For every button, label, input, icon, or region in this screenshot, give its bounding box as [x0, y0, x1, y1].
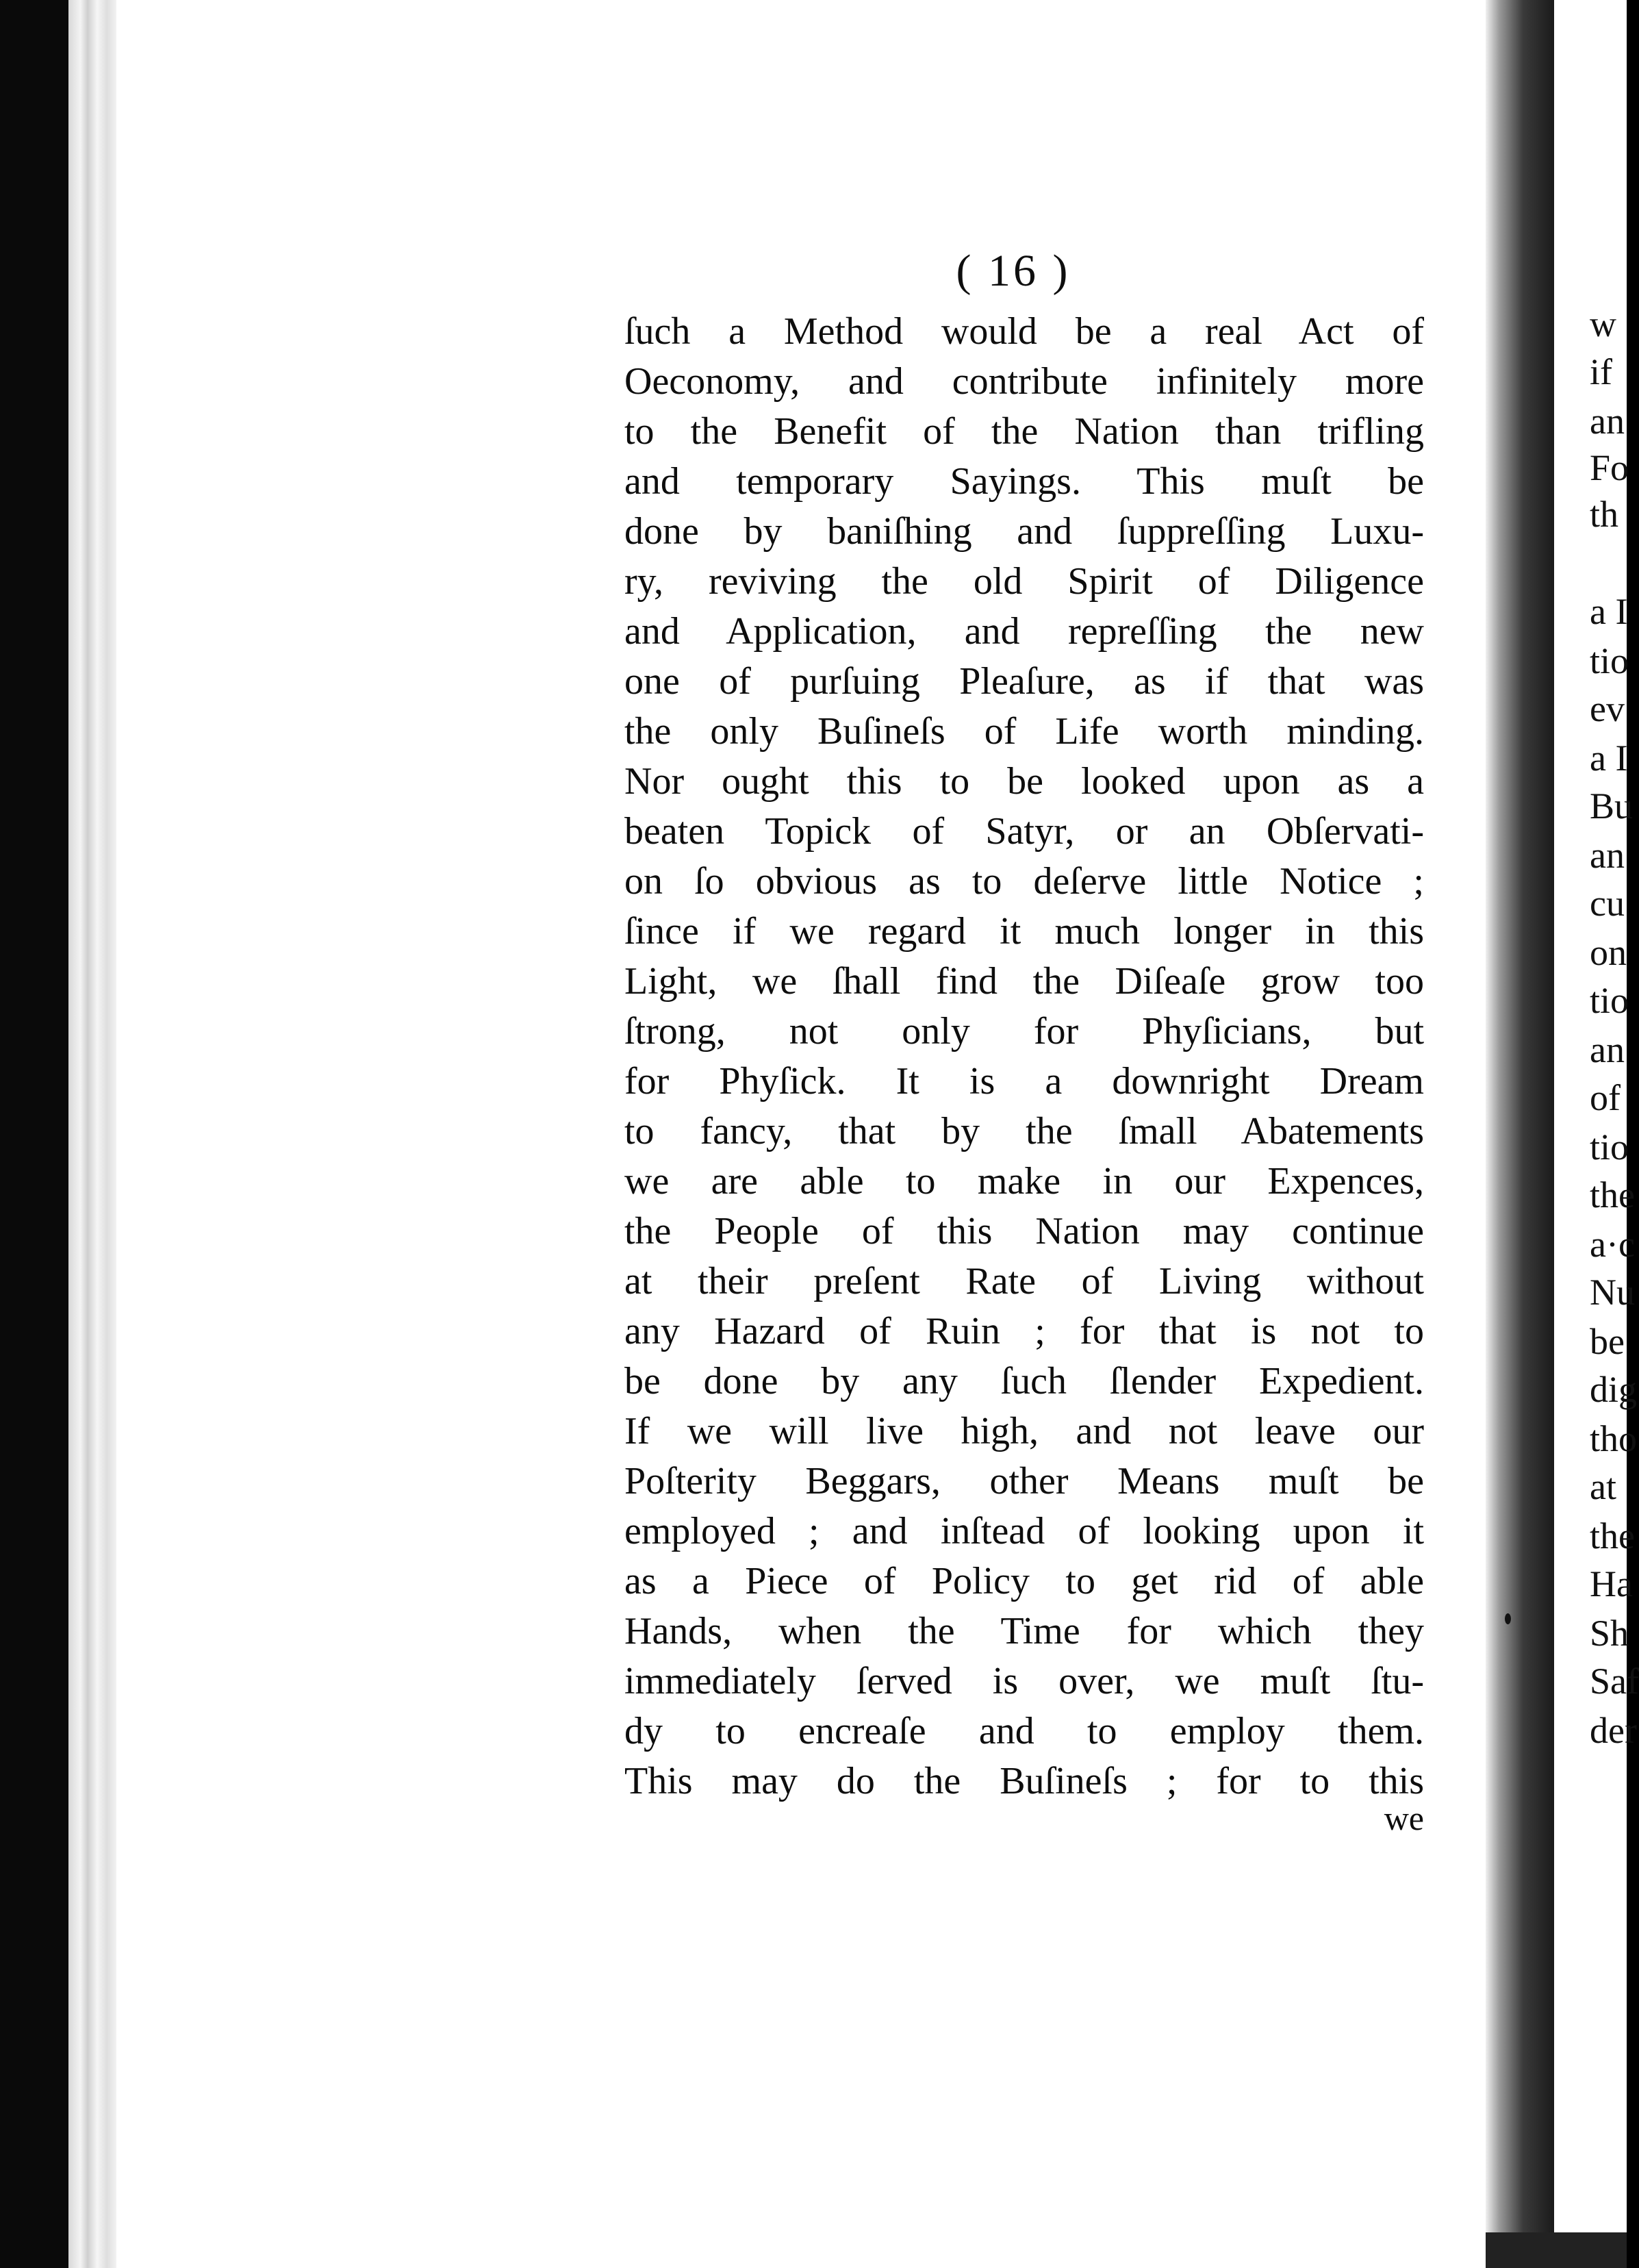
- facing-page-fragment: cu: [1590, 883, 1625, 924]
- page-number: ( 16 ): [956, 246, 1071, 296]
- facing-page-fragment: if: [1590, 351, 1612, 392]
- facing-page-fragment: Nu: [1590, 1272, 1635, 1313]
- facing-page-fragment: Saf: [1590, 1661, 1639, 1702]
- text-line: Hands, when the Time for which they: [624, 1610, 1424, 1652]
- facing-page-fragment: on: [1590, 932, 1627, 973]
- facing-page-fragment: of: [1590, 1077, 1621, 1118]
- facing-page-fragment: an: [1590, 1029, 1625, 1070]
- facing-page-fragment: tio: [1590, 980, 1629, 1021]
- text-line: the only Buſineſs of Life worth minding.: [624, 710, 1424, 753]
- facing-page-fragment: tio: [1590, 640, 1629, 681]
- facing-page-fragment: Ha: [1590, 1563, 1633, 1604]
- page-stack-edge: [68, 0, 116, 2268]
- facing-page-fragment: be: [1590, 1321, 1625, 1362]
- text-line: for Phyſick. It is a downright Dream: [624, 1060, 1424, 1102]
- facing-page-fragment: an: [1590, 835, 1625, 876]
- text-line: ſince if we regard it much longer in this: [624, 910, 1424, 953]
- text-line: to the Benefit of the Nation than trifling: [624, 410, 1424, 453]
- catchword: we: [1384, 1799, 1424, 1837]
- text-line: employed ; and inſtead of looking upon it: [624, 1510, 1424, 1552]
- facing-page-fragment: tho: [1590, 1418, 1638, 1459]
- scan-left-edge: [0, 0, 68, 2268]
- text-line: one of purſuing Pleaſure, as if that was: [624, 660, 1424, 703]
- facing-page-fragment: an: [1590, 401, 1625, 442]
- facing-page-fragment: the: [1590, 1174, 1635, 1215]
- facing-page: [1554, 0, 1639, 2268]
- facing-page-fragment: dig: [1590, 1369, 1638, 1410]
- text-line: ſuch a Method would be a real Act of: [624, 310, 1424, 353]
- text-line: ry, reviving the old Spirit of Diligence: [624, 560, 1424, 603]
- facing-page-fragment: at: [1590, 1466, 1616, 1507]
- text-line: This may do the Buſineſs ; for to this: [624, 1760, 1424, 1802]
- facing-page-fragment: a I: [1590, 591, 1628, 632]
- text-line: on ſo obvious as to deſerve little Notice ;: [624, 860, 1424, 903]
- facing-page-fragment: Fo: [1590, 447, 1629, 488]
- text-line: any Hazard of Ruin ; for that is not to: [624, 1310, 1424, 1352]
- facing-page-fragment: th: [1590, 494, 1619, 535]
- facing-page-fragment: w: [1590, 303, 1616, 344]
- text-line: the People of this Nation may continue: [624, 1210, 1424, 1252]
- ink-speck: [1505, 1613, 1511, 1624]
- facing-page-fragment: tio: [1590, 1126, 1629, 1168]
- text-line: at their preſent Rate of Living without: [624, 1260, 1424, 1302]
- text-line: ſtrong, not only for Phyſicians, but: [624, 1010, 1424, 1053]
- text-line: and Application, and repreſſing the new: [624, 610, 1424, 653]
- text-line: immediately ſerved is over, we muſt ſtu-: [624, 1660, 1424, 1702]
- facing-page-fragment: the: [1590, 1515, 1635, 1557]
- text-line: Nor ought this to be looked upon as a: [624, 760, 1424, 803]
- text-line: dy to encreaſe and to employ them.: [624, 1710, 1424, 1752]
- text-line: as a Piece of Policy to get rid of able: [624, 1560, 1424, 1602]
- text-line: beaten Topick of Satyr, or an Obſervati-: [624, 810, 1424, 853]
- text-line: and temporary Sayings. This muſt be: [624, 460, 1424, 503]
- text-line: to fancy, that by the ſmall Abatements: [624, 1110, 1424, 1152]
- facing-page-fragment: Sh: [1590, 1613, 1629, 1654]
- text-line: Poſterity Beggars, other Means muſt be: [624, 1460, 1424, 1502]
- text-line: be done by any ſuch ſlender Expedient.: [624, 1360, 1424, 1402]
- book-gutter: [1486, 0, 1554, 2268]
- facing-page-fragment: der: [1590, 1710, 1637, 1751]
- page-text-block: [624, 307, 1424, 1806]
- text-line: Light, we ſhall find the Diſeaſe grow too: [624, 960, 1424, 1003]
- facing-page-fragment: a I: [1590, 738, 1628, 779]
- facing-page-fragment: Bu: [1590, 785, 1634, 827]
- text-line: done by baniſhing and ſuppreſſing Luxu-: [624, 510, 1424, 553]
- text-line: Oeconomy, and contribute infinitely more: [624, 360, 1424, 403]
- facing-page-shadow: [1486, 2232, 1627, 2268]
- text-line: If we will live high, and not leave our: [624, 1410, 1424, 1452]
- facing-page-fragment: ev: [1590, 688, 1625, 729]
- facing-page-fragment: a·c: [1590, 1224, 1635, 1265]
- text-line: we are able to make in our Expences,: [624, 1160, 1424, 1202]
